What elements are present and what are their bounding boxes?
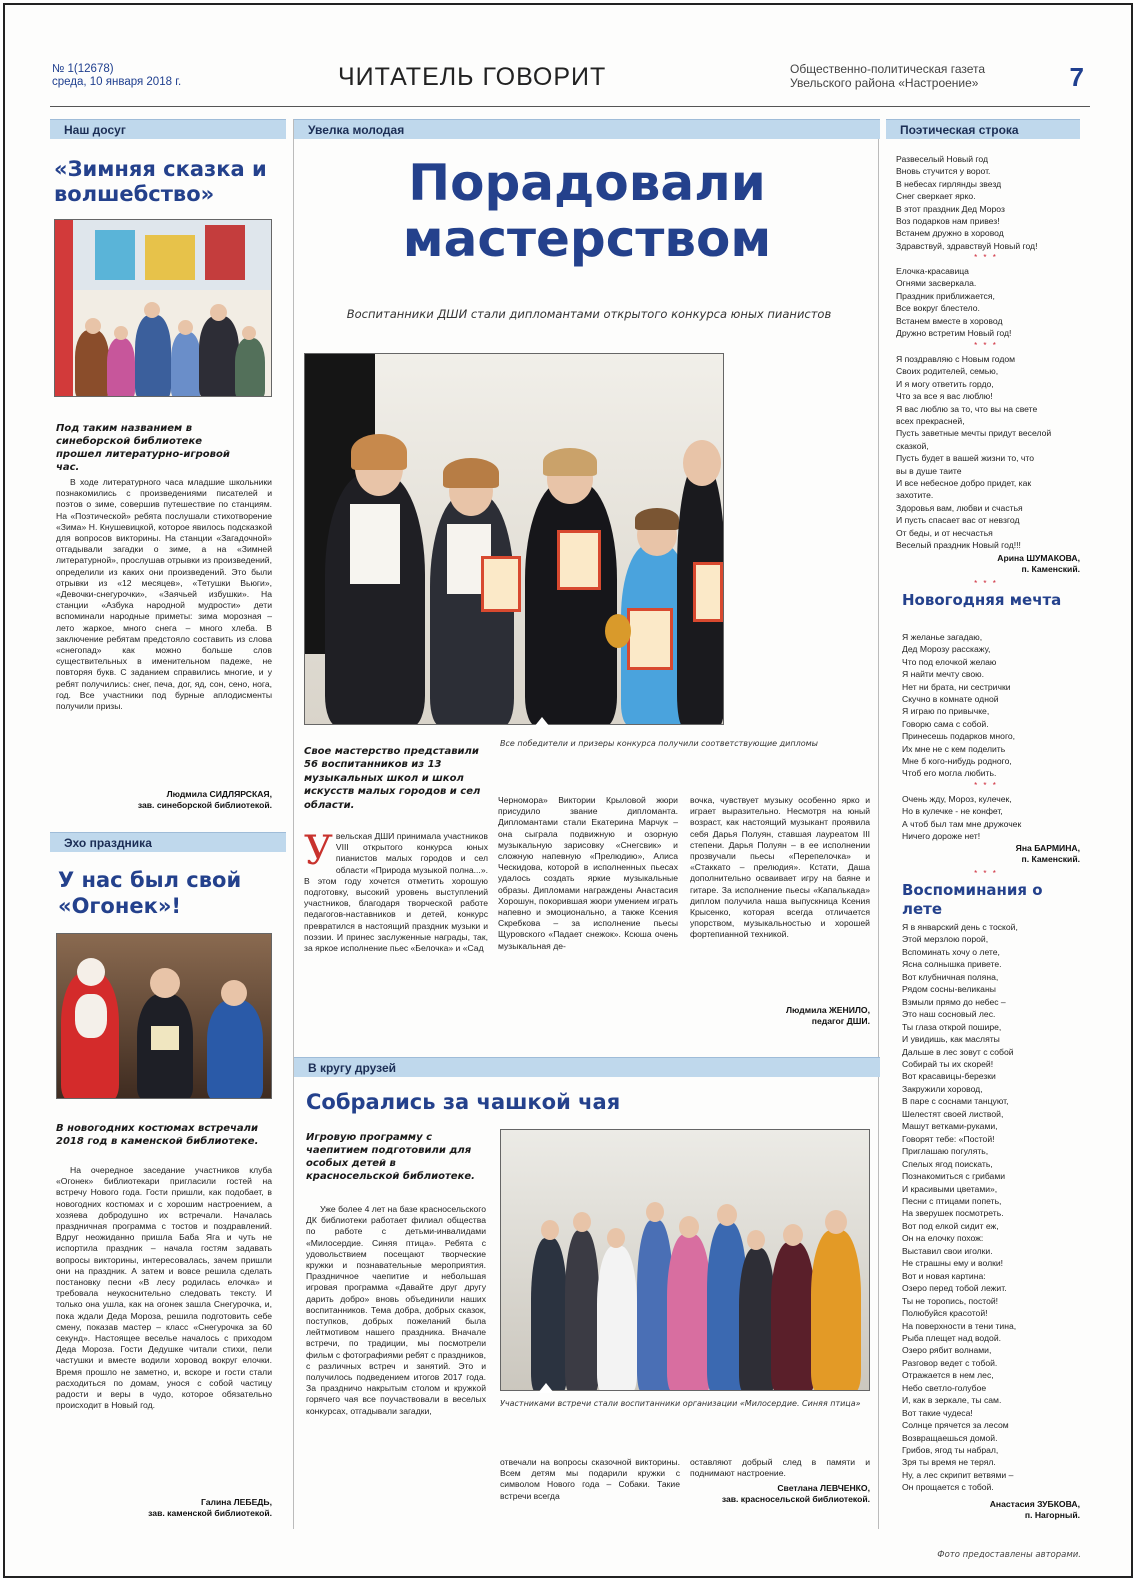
signature-position: зав. красносельской библиотекой.: [721, 1494, 870, 1504]
body-zimnyaya-skazka: В ходе литературного часа младшие школьники познакомились с произведениями писателей и поэтов о зиме, совершив путешествие по станциям. На «Поэтической» ребята послушали стихотворение «Зима» Н. Кнушевицкой, которое явилось подсказкой для вопросов викторины. На станции «Загадочной» отгадывали загадки о зиме, а на «Зимней литературной», прослушав отрывки из произведений, определили из каких они произведений. Это были отрывки из «12 месяцев», «Тетушки Вьюги», «Девочки-снегурочки», «Заячьей избушки». На станции «Азбука народной мудрости» дети вспоминали народные приметы: зима морозная – лето жаркое, много снега – много хлеба. В заключение ребятам предстояло составить из слова «снегопад» как можно больше слов существительных в именительном падеже, не повторяя букв. С заданием справились многие, и у ребят получились: снег, печа, дог, яд, сон, сено, нога, год. Все участники под бурные аплодисменты получили призы.: [56, 477, 272, 712]
rubric-v-krugu-druzey: В кругу друзей: [294, 1057, 880, 1077]
middle-column: [293, 119, 879, 1529]
tea-party-photo: [500, 1129, 870, 1391]
lead-ogonek: В новогодних костюмах встречали 2018 год в каменской библиотеке.: [56, 1123, 259, 1147]
article-title-zimnyaya-skazka: «Зимняя сказка и волшебство»: [54, 157, 267, 206]
gazeta-name: [790, 62, 985, 90]
poem-separator: * * *: [974, 869, 998, 878]
signature-barmina: [896, 843, 1080, 865]
rubric-eho-prazdnika: Эхо праздника: [50, 832, 286, 852]
signature-place: п. Нагорный.: [1024, 1510, 1080, 1520]
body-chashka-chaya-col2: отвечали на вопросы сказочной викторины. Всем детям мы подарили кружки с символом Нового года – Собаки. Такие встречи всегда: [500, 1457, 680, 1501]
poem-5: Очень жду, Мороз, кулечек, Но в кулечке - не конфет, А чтоб был там мне дружочек Ничего дороже нет!: [902, 794, 1022, 842]
signature-place: п. Каменский.: [1021, 854, 1080, 864]
article-col2: Черномора» Виктории Крыловой жюри присудило звание дипломанта. Дипломантами стали Екатерина Марчук – она сыграла подвижную и озорную музыкальную зарисовку «Снегсвик» и сложную напевную «Прелюдию», Алиса Ческидова, которой в исполненных пьесах удалось создать яркие музыкальные образы. Дипломами награждены Анастасия Хорошун, покорившая жюри умением играть напевно и эмоционально, а также Ксения Скребкова – за исполнение пьесы Щуровского «Падает снежок». Ксюша очень музыкальная де-: [498, 795, 678, 951]
poem-3: Я поздравляю с Новым годом Своих родителей, семью, И я могу ответить гордо, Что за все я вас люблю! Я вас люблю за то, что вы на свете всех прекрасней, Пусть заветные мечты придут веселой сказкой, Пусть будет в вашей жизни то, что вы в душе таите И все небесное добро придет, как захотите. Здоровья вам, любви и счастья И пусть спасает вас от невзгод От беды, и от несчастья Веселый праздник Новый год!!!: [896, 354, 1052, 551]
right-column: [886, 119, 1090, 1529]
signature-position: зав. синеборской библиотекой.: [137, 800, 272, 810]
poem-1: Развеселый Новый год Вновь стучится у ворот. В небесах гирлянды звезд Снег сверкает ярко. В этот праздник Дед Мороз Воз подарков нам привез! Встанем дружно в хоровод Здравствуй, здравствуй Новый год!: [896, 154, 1038, 251]
triangle-marker-icon: [534, 717, 550, 727]
poem-separator: * * *: [974, 579, 998, 588]
issue-number: № 1(12678): [52, 63, 114, 75]
article-title-ogonek: У нас был свой «Огонек»!: [58, 868, 242, 918]
gazeta-line2: Увельского района «Настроение»: [790, 76, 979, 90]
poem-title-novogodnyaya-mechta: Новогодняя мечта: [902, 591, 1062, 609]
issue-date: среда, 10 января 2018 г.: [52, 76, 182, 88]
masthead: [50, 57, 1090, 107]
poem-6: Я в январский день с тоской, Этой мерзлою порой, Вспоминать хочу о лете, Ясна солнышка привете. Вот клубничная поляна, Рядом сосны-великаны Взмыли прямо до небес – Это наш сосновый лес. Ты глаза открой пошире, И увидишь, как масляты Дальше в лес зовут с собой Собирай ты их скорей! Вот красавицы-березки Закружили хоровод, В паре с соснами танцуют, Шелестят своей листвой, Машут ветками-руками, Говорят тебе: «Постой! Приглашаю погулять, Спелых ягод поискать, Познакомиться с грибами И красивыми цветами», Песни с птицами попеть, На зверушек посмотреть. Вот под елкой сидит еж, Он на елочку похож: Выставил свои иголки. Не страшны ему и волки! Вот и новая картина: Озеро перед тобой лежит. Ты не торопись, постой! Полюбуйся красотой! На поверхности в тени тина, Рыба плещет над водой. Озеро рябит волнами, Разговор ведет с тобой. Отражается в нем лес, Небо светло-голубое И, как в зеркале, ты сам. Вот такие чудеса! Солнце прячется за лесом Возвращаешься домой. Грибов, ягод ты набрал, Зря ты время не терял. Ну, а лес скрипит ветвями – Он прощается с тобой.: [902, 922, 1018, 1493]
signature-zubkova: [896, 1499, 1080, 1521]
poem-separator: * * *: [974, 781, 998, 790]
headline-line1: Порадовали: [408, 154, 766, 212]
new-year-costumes-photo: [56, 933, 272, 1099]
section-title: ЧИТАТЕЛЬ ГОВОРИТ: [338, 63, 607, 91]
lead-zimnyaya-skazka: Под таким названием в синеборской библиотеке прошел литературно-игровой час.: [56, 423, 230, 473]
pianists-photo-caption: Все победители и призеры конкурса получили соответствующие дипломы: [500, 739, 818, 748]
poem-separator: * * *: [974, 341, 998, 350]
subheadline: Воспитанники ДШИ стали дипломантами открытого конкурса юных пианистов: [346, 307, 832, 321]
issue-info: [52, 63, 181, 89]
body-chashka-chaya-col3: оставляют добрый след в памяти и поднимают настроение.: [690, 1457, 870, 1479]
article-title-chashka-chaya: Собрались за чашкой чая: [306, 1090, 621, 1114]
body-ogonek: На очередное заседание участников клуба «Огонек» библиотекари пригласили гостей на встречу Нового года. Гости пришли, как подобает, в новогодних костюмах и с хорошим настроением, а хозяева добродушно их встречали. Началась праздничная программа с тостов и поздравлений. Вдруг неожиданно пришла Баба Яга и чуть не испортила праздник – начала гостям задавать вопросы викторины, интересовалась, зачем пришли они на праздник. А затем и вовсе решила сделать постановку песни «В лесу родилась елочка» и требовала неукоснительно следовать тексту. И только она ушла, как на огонек зашла Снегурочка, и, пока ждали Деда Мороза, решила подготовить себе смену, показав мастер – класс «Снегурочка за 60 секунд». Настоящее веселье началось с приходом Деда Мороза. Гости Дедушке читали стихи, пели частушки и вместе водили хоровод вокруг елочки. Время прошло не заметно, и, вскоре и гости стали расходиться по домам, унося с собой частицу радости и веры в чудо, которое обязательно происходит в Новый год.: [56, 1165, 272, 1411]
signature-position: педагог ДШИ.: [811, 1016, 870, 1026]
signature-place: п. Каменский.: [1021, 564, 1080, 574]
gazeta-line1: Общественно-политическая газета: [790, 62, 986, 76]
signature-name: Людмила ЖЕНИЛО,: [786, 1005, 870, 1015]
lead-chashka-chaya: Игровую программу с чаепитием подготовили для особых детей в красносельской библиотеке.: [306, 1132, 475, 1182]
dropcap: У: [304, 828, 333, 874]
pianists-photo: [304, 353, 724, 725]
signature-name: Светлана ЛЕВЧЕНКО,: [777, 1483, 870, 1493]
signature-name: Людмила СИДЛЯРСКАЯ,: [166, 789, 272, 799]
article-col1: [304, 828, 488, 954]
rubric-nash-dosug: Наш досуг: [50, 119, 286, 139]
photo-credit: Фото предоставлены авторами.: [937, 1550, 1081, 1560]
article-col3: вочка, чувствует музыку особенно ярко и играет выразительно. Несмотря на юный возраст, как настоящий музыкант проявила себя Дарья Полуян, ставшая лауреатом III степени. Дарья Полуян – в ее исполнении прозвучали пьесы «Перепелочка» и «Стаккато – прелюдия». Кстати, Даша дополнительно осваивает игру на баяне и гитаре. За исполнение пьесы «Капалькада» диплом получила наша выпускница Ксения Крысенко, которая всегда отличается упорством, музыкальностью и хорошей фортепианной техникой.: [690, 795, 870, 940]
signature-zhenilo: [690, 1005, 870, 1027]
left-column: [50, 119, 286, 1529]
signature-sidlyarskaya: [56, 789, 272, 811]
poem-4: Я желанье загадаю, Дед Морозу расскажу, Что под елочкой желаю Я найти мечту свою. Нет ни брата, ни сестрички Скучно в комнате одной Я играю по привычке, Говорю сама с собой. Принесешь подарков много, Их мне не с кем поделить Мне б кого-нибудь родного, Чтоб его могла любить.: [902, 632, 1016, 779]
triangle-marker-icon: [538, 1383, 554, 1393]
article-col1-text: вельская ДШИ принимала участников VIII открытого конкурса юных пианистов малых городов и сел области «Природа музыкой полна...». В этом году хочется отметить хорошую подготовку, высокий уровень выступлений участников, благодаря творческой работе педагогов-наставников и детей, конкурс превратился в настоящий праздник музыки и поэзии. И принес заслуженные награды, так, за яркое исполнение пьес «Белочка» и «Сад: [304, 831, 488, 954]
rubric-poeticheskaya-stroka: Поэтическая строка: [886, 119, 1080, 139]
poem-title-vospominaniya-o-lete: Воспоминания о лете: [902, 881, 1043, 918]
newspaper-page: [3, 3, 1133, 1578]
signature-lebed: [56, 1497, 272, 1519]
signature-name: Яна БАРМИНА,: [1015, 843, 1080, 853]
poem-separator: * * *: [974, 253, 998, 262]
signature-levchenko: [690, 1483, 870, 1505]
signature-shumakova: [896, 553, 1080, 575]
signature-name: Арина ШУМАКОВА,: [997, 553, 1080, 563]
headline-line2: мастерством: [402, 210, 772, 268]
tea-party-photo-caption: Участниками встречи стали воспитанники организации «Милосердие. Синяя птица»: [500, 1399, 861, 1408]
signature-position: зав. каменской библиотекой.: [148, 1508, 272, 1518]
headline: [294, 155, 880, 267]
signature-name: Галина ЛЕБЕДЬ,: [201, 1497, 272, 1507]
signature-name: Анастасия ЗУБКОВА,: [989, 1499, 1080, 1509]
poem-2: Елочка-красавица Огнями засверкала. Праздник приближается, Все вокруг блестело. Встанем вместе в хоровод Дружно встретим Новый год!: [896, 266, 1012, 339]
lead-pianists: Свое мастерство представили 56 воспитанников из 13 музыкальных школ и школ искусств малых городов и сел области.: [304, 746, 481, 811]
library-children-photo: [54, 219, 272, 397]
body-chashka-chaya: Уже более 4 лет на базе красносельского ДК библиотеки работает филиал общества по работе с детьми-инвалидами «Милосердие. Синяя птица». Ребята с удовольствием посещают творческие кружки и познавательные мероприятия. Праздничное чаепитие и небольшая игровая программа «Давайте друг другу дарить добро» вновь объединили наших воспитанников. Тема добра, добрых сказок, поступков, добрых пожеланий была лейтмотивом нашего праздника. Вначале встречи, по традиции, мы посмотрели фильм с фотографиями ребят с праздников, с различных встреч и занятий. Это и получилось подведением итогов 2017 года. За праздничо накрытым столом и кружкой горячего чая все поучаствовали в веселых конкурсах, отгадывали загадки,: [306, 1204, 486, 1416]
rubric-uvelka-molodaya: Увелка молодая: [294, 119, 880, 139]
page-number: 7: [1069, 62, 1084, 92]
